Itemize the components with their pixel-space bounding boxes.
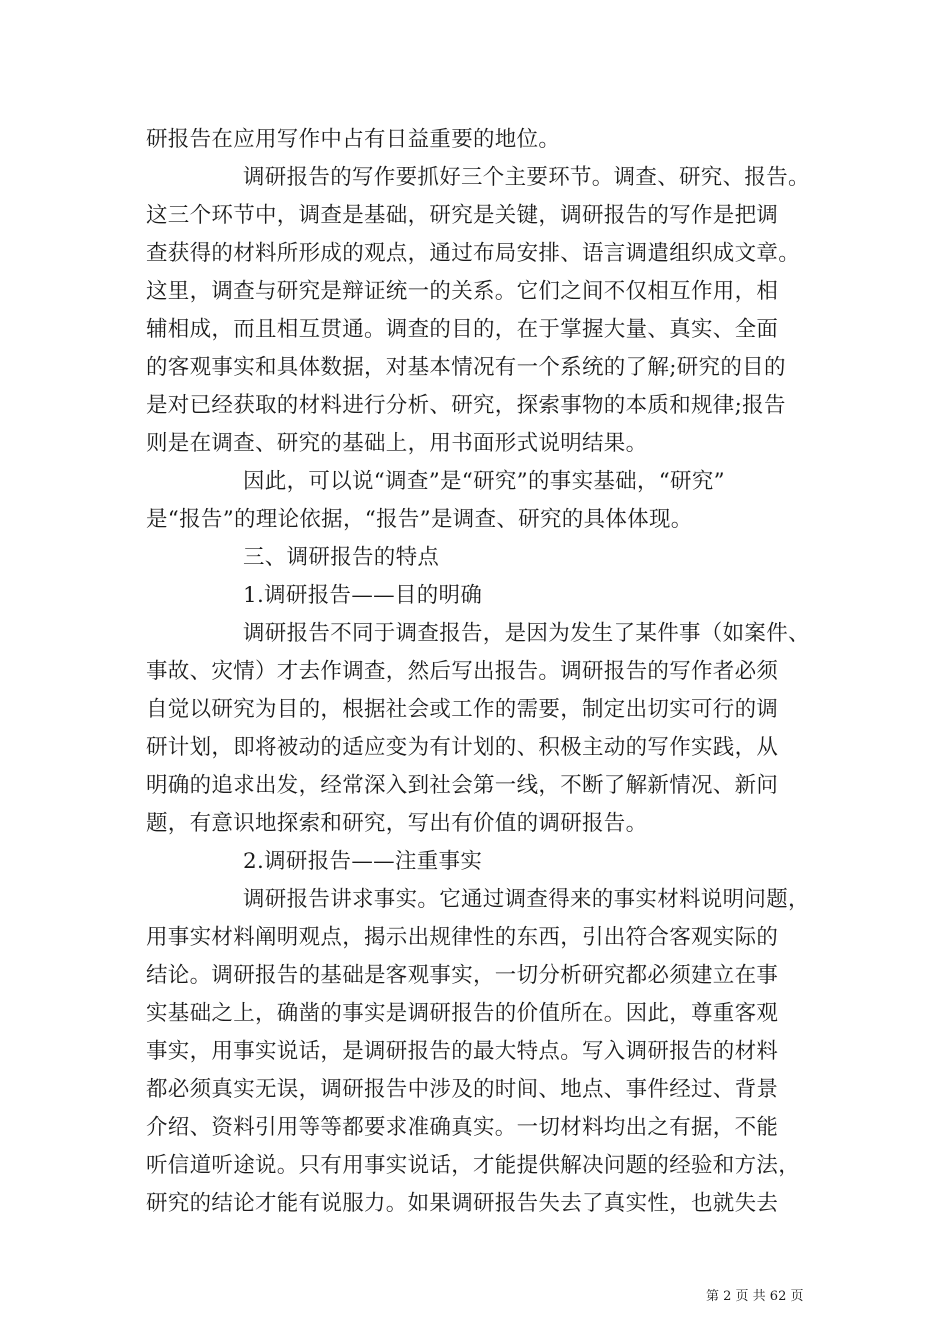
text-line: 辅相成，而且相互贯通。调查的目的，在于掌握大量、真实、全面 — [146, 317, 779, 342]
text-line: 的客观事实和具体数据，对基本情况有一个系统的了解;研究的目的 — [146, 355, 786, 380]
text-line: 是对已经获取的材料进行分析、研究，探索事物的本质和规律;报告 — [146, 393, 786, 418]
text-line: 则是在调查、研究的基础上，用书面形式说明结果。 — [146, 431, 648, 456]
text-line: 事实，用事实说话，是调研报告的最大特点。写入调研报告的材料 — [146, 1039, 779, 1064]
text-line: 结论。调研报告的基础是客观事实，一切分析研究都必须建立在事 — [146, 963, 779, 988]
paragraph-start-line: 因此，可以说“调查”是“研究”的事实基础，“研究” — [243, 469, 725, 494]
subsection-heading: 1.调研报告——目的明确 — [243, 583, 483, 608]
text-line: 明确的追求出发，经常深入到社会第一线，不断了解新情况、新问 — [146, 773, 779, 798]
text-line: 实基础之上，确凿的事实是调研报告的价值所在。因此，尊重客观 — [146, 1001, 779, 1026]
subsection-heading: 2.调研报告——注重事实 — [243, 849, 483, 874]
text-line: 题，有意识地探索和研究，写出有价值的调研报告。 — [146, 811, 648, 836]
text-line: 研计划，即将被动的适应变为有计划的、积极主动的写作实践，从 — [146, 735, 779, 760]
paragraph-start-line: 调研报告不同于调查报告，是因为发生了某件事（如案件、 — [243, 621, 810, 646]
text-line: 研报告在应用写作中占有日益重要的地位。 — [146, 127, 561, 152]
text-line: 自觉以研究为目的，根据社会或工作的需要，制定出切实可行的调 — [146, 697, 779, 722]
page-number-footer: 第 2 页 共 62 页 — [706, 1289, 804, 1304]
text-line: 这三个环节中，调查是基础，研究是关键，调研报告的写作是把调 — [146, 203, 779, 228]
text-line: 研究的结论才能有说服力。如果调研报告失去了真实性，也就失去 — [146, 1191, 779, 1216]
text-line: 介绍、资料引用等等都要求准确真实。一切材料均出之有据，不能 — [146, 1115, 779, 1140]
text-line: 听信道听途说。只有用事实说话，才能提供解决问题的经验和方法， — [146, 1153, 801, 1178]
section-heading: 三、调研报告的特点 — [243, 545, 440, 570]
text-line: 用事实材料阐明观点，揭示出规律性的东西，引出符合客观实际的 — [146, 925, 779, 950]
text-line: 都必须真实无误，调研报告中涉及的时间、地点、事件经过、背景 — [146, 1077, 779, 1102]
text-line: 这里，调查与研究是辩证统一的关系。它们之间不仅相互作用，相 — [146, 279, 779, 304]
text-line: 是“报告”的理论依据，“报告”是调查、研究的具体体现。 — [146, 507, 693, 532]
paragraph-start-line: 调研报告讲求事实。它通过调查得来的事实材料说明问题， — [243, 887, 810, 912]
text-line: 事故、灾情）才去作调查，然后写出报告。调研报告的写作者必须 — [146, 659, 779, 684]
text-line: 查获得的材料所形成的观点，通过布局安排、语言调遣组织成文章。 — [146, 241, 801, 266]
paragraph-start-line: 调研报告的写作要抓好三个主要环节。调查、研究、报告。 — [243, 165, 810, 190]
